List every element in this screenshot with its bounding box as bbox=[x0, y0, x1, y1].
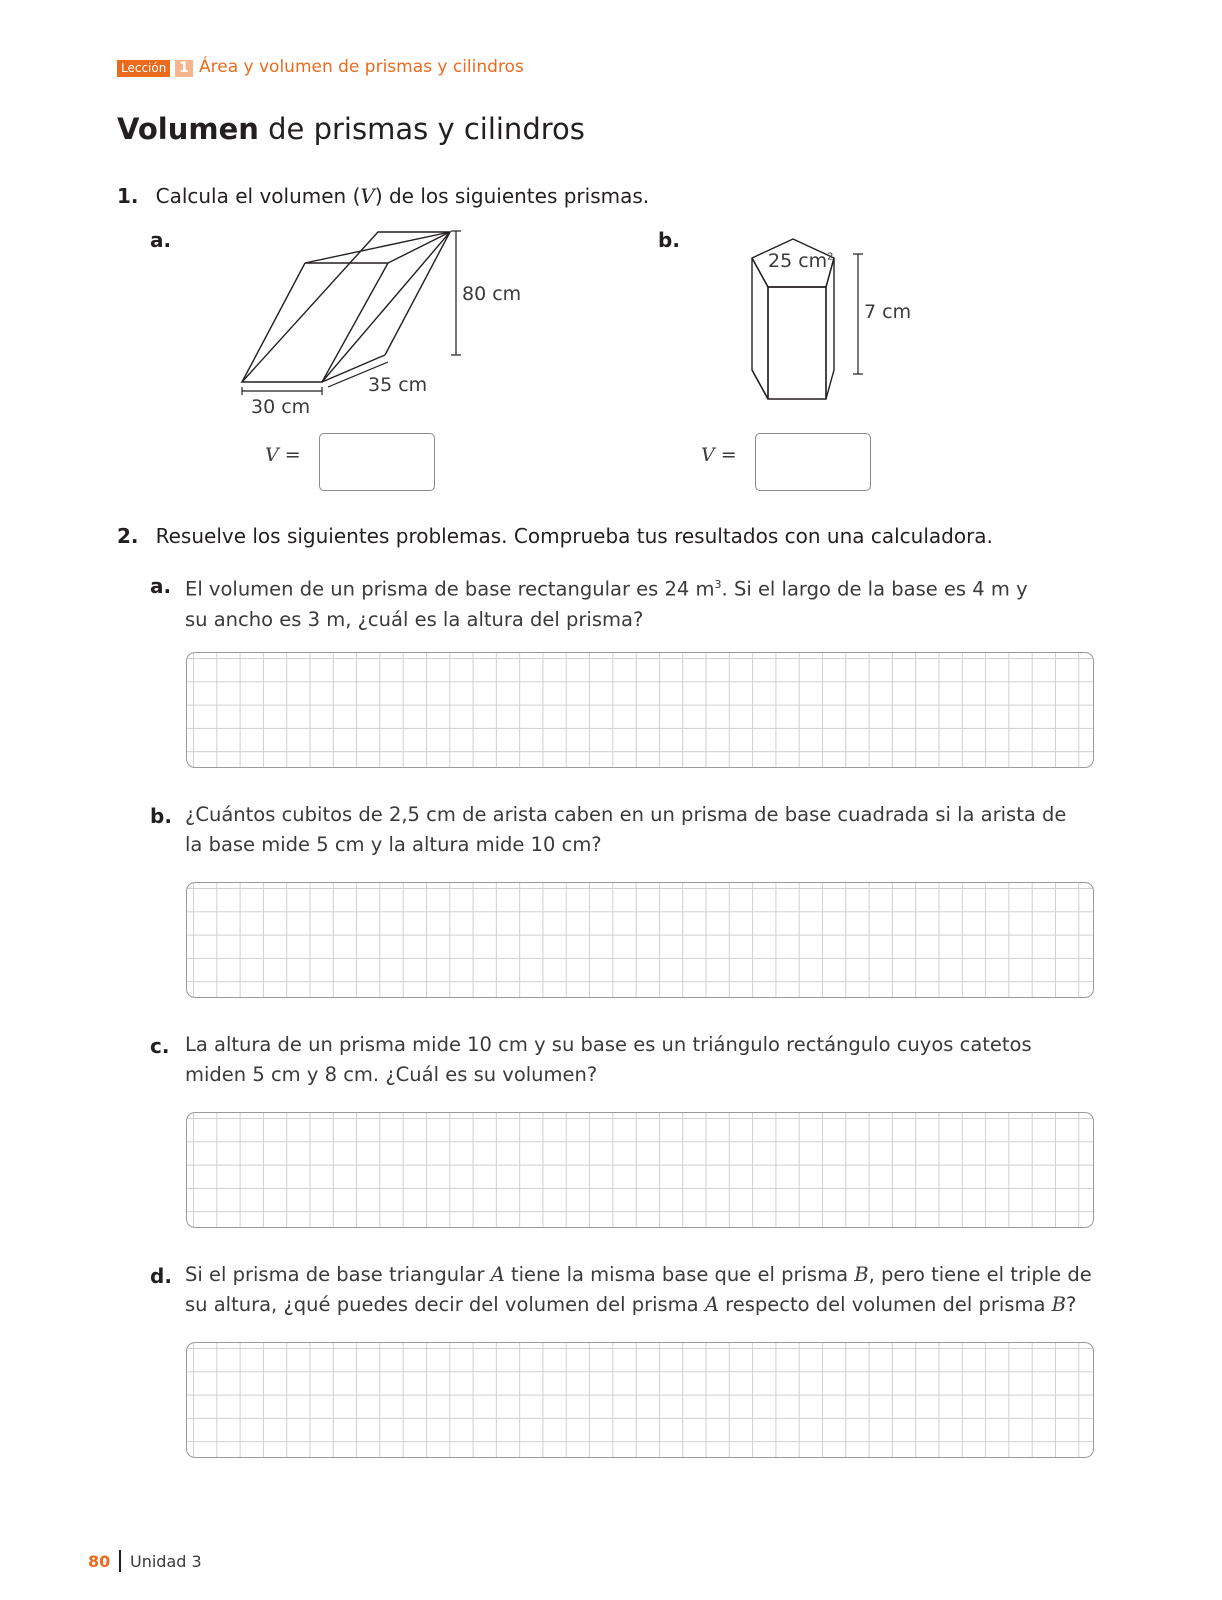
q2-b-line-2: la base mide 5 cm y la altura mide 10 cm? bbox=[185, 833, 602, 856]
q2-b-letter: b. bbox=[150, 804, 172, 828]
q1-a-volume-label: V = bbox=[265, 444, 301, 466]
q2-d-prism-b-var-2: B bbox=[1051, 1293, 1066, 1316]
question-1-text bbox=[156, 184, 650, 208]
page-title-rest: de prismas y cilindros bbox=[258, 112, 585, 146]
page-title-bold: Volumen bbox=[117, 112, 259, 146]
prism-left-face bbox=[752, 258, 768, 399]
q2-b-text bbox=[185, 800, 1085, 860]
q2-d-line-1 bbox=[185, 1260, 1105, 1290]
question-2-text: Resuelve los siguientes problemas. Comprueba tus resultados con una calculadora. bbox=[155, 524, 993, 548]
question-2 bbox=[117, 524, 993, 548]
question-1-text-start: Calcula el volumen ( bbox=[155, 184, 361, 208]
page-title bbox=[117, 112, 585, 146]
prism-a-depth-label: 35 cm bbox=[368, 374, 428, 396]
q2-c-text bbox=[185, 1030, 1085, 1090]
q2-d-work-grid[interactable] bbox=[186, 1342, 1094, 1458]
prism-bottom-left-edge bbox=[752, 370, 768, 399]
q2-a-letter: a. bbox=[150, 574, 172, 598]
q2-a-line-1 bbox=[185, 570, 1085, 605]
q2-a-line-1-start: El volumen de un prisma de base rectangular es 24 m bbox=[185, 577, 715, 601]
q1-b-letter: b. bbox=[658, 228, 680, 252]
prism-b-base-area-exponent: 2 bbox=[827, 251, 834, 263]
q2-d-l1-a: Si el prisma de base triangular bbox=[185, 1263, 491, 1286]
q2-d-letter: d. bbox=[150, 1264, 172, 1288]
prism-a-width-label: 30 cm bbox=[251, 396, 311, 418]
q2-a-line-1-end: . Si el largo de la base es 4 m y bbox=[721, 577, 1028, 601]
q2-d-l2-b: respecto del volumen del prisma bbox=[718, 1293, 1052, 1316]
q2-a-text bbox=[185, 570, 1085, 635]
lesson-number: 1 bbox=[175, 60, 193, 77]
prism-front-right-edge bbox=[322, 263, 388, 382]
question-1 bbox=[117, 184, 649, 208]
q2-d-prism-b-var: B bbox=[854, 1263, 869, 1286]
prism-back-right-edge bbox=[385, 232, 450, 355]
q2-d-text bbox=[185, 1260, 1105, 1320]
prism-b-base-area-label bbox=[768, 250, 834, 272]
q1-b-answer-box[interactable] bbox=[755, 433, 871, 491]
q2-b-line-1: ¿Cuántos cubitos de 2,5 cm de arista caben en un prisma de base cuadrada si la arista de bbox=[185, 803, 1067, 826]
prism-front-face-b bbox=[768, 287, 826, 399]
q1-b-volume-label: V = bbox=[701, 444, 737, 466]
question-1-var: V bbox=[360, 184, 375, 208]
question-1-number: 1. bbox=[117, 184, 139, 208]
q2-d-prism-a-var-2: A bbox=[704, 1293, 719, 1316]
q2-d-line-2 bbox=[185, 1290, 1105, 1320]
q2-d-prism-a-var: A bbox=[490, 1263, 505, 1286]
prism-b-height-label: 7 cm bbox=[864, 301, 912, 323]
q2-c-letter: c. bbox=[150, 1034, 170, 1058]
q2-a-work-grid[interactable] bbox=[186, 652, 1094, 768]
page-number: 80 bbox=[88, 1552, 111, 1571]
q2-c-line-1: La altura de un prisma mide 10 cm y su base es un triángulo rectángulo cuyos catetos bbox=[185, 1033, 1032, 1056]
lesson-tag: Lección bbox=[117, 60, 170, 77]
q2-d-l2-a: su altura, ¿qué puedes decir del volumen del prisma bbox=[185, 1293, 705, 1316]
prism-b-base-area-value: 25 cm bbox=[768, 250, 828, 272]
q2-c-line-2: miden 5 cm y 8 cm. ¿Cuál es su volumen? bbox=[185, 1063, 598, 1086]
q1-a-answer-box[interactable] bbox=[319, 433, 435, 491]
q2-a-exponent: 3 bbox=[714, 578, 722, 591]
prism-top-right-edge bbox=[388, 232, 450, 263]
prism-a-height-label: 80 cm bbox=[462, 283, 522, 305]
q2-d-l2-c: ? bbox=[1065, 1293, 1077, 1316]
q2-b-work-grid[interactable] bbox=[186, 882, 1094, 998]
footer-divider bbox=[119, 1550, 121, 1572]
unit-label: Unidad 3 bbox=[130, 1552, 202, 1571]
q2-a-line-2: su ancho es 3 m, ¿cuál es la altura del prisma? bbox=[185, 607, 644, 631]
prism-right-face bbox=[826, 258, 834, 399]
q2-d-l1-c: , pero tiene el triple de bbox=[868, 1263, 1092, 1286]
q1-a-letter: a. bbox=[150, 228, 172, 252]
question-1-text-end: ) de los siguientes prismas. bbox=[374, 184, 650, 208]
q2-c-work-grid[interactable] bbox=[186, 1112, 1094, 1228]
question-2-number: 2. bbox=[117, 524, 139, 548]
lesson-title: Área y volumen de prismas y cilindros bbox=[199, 57, 524, 77]
q2-d-l1-b: tiene la misma base que el prisma bbox=[504, 1263, 855, 1286]
